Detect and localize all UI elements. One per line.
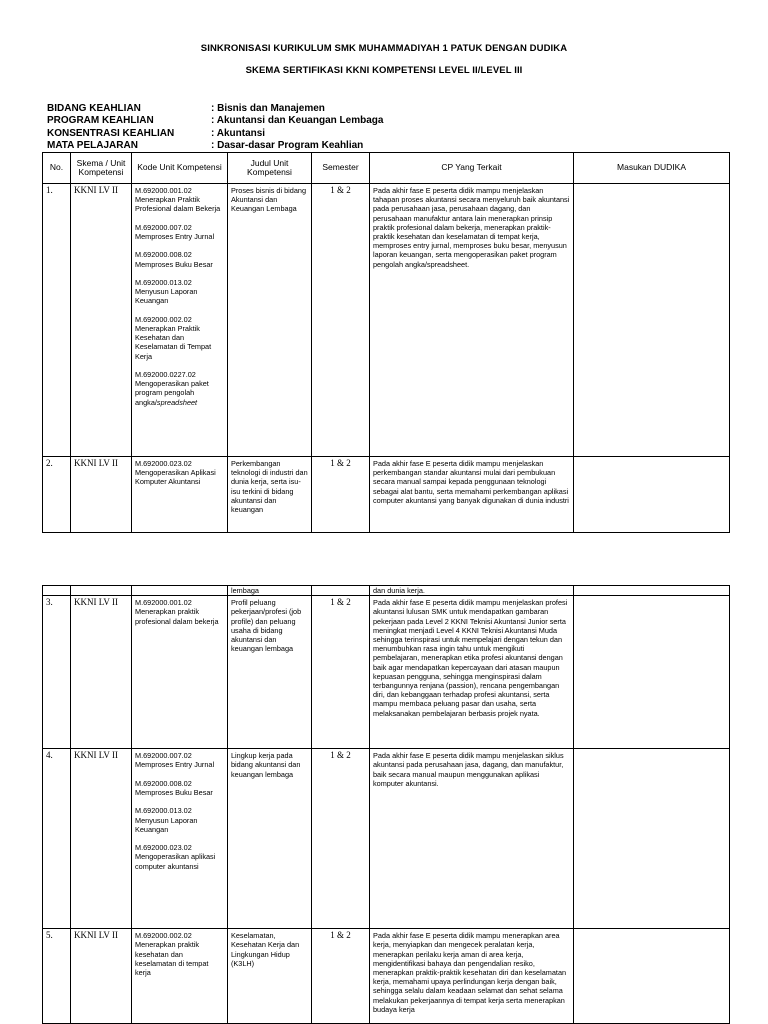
row-cp: Pada akhir fase E peserta didik mampu menjelaskan tahapan proses akuntansi secara menyeluruh baik akuntansi pada perusahaan jasa, perusahaan dagang, dan perusahaan manufaktur antara lain menerapkan prinsip praktik profesional dalam bekerja, menerapkan praktik-praktik kesehatan dan keselamatan di tempat kerja, memproses entry jurnal, memproses buku besar, menyusun laporan keuangan, serta mengoperasikan paket program pengolah angka/spreadsheet. bbox=[373, 186, 570, 269]
row-kode-list bbox=[132, 457, 227, 487]
kode-name-text: Menerapkan praktik kesehatan dan keselamatan di tempat kerja bbox=[135, 940, 209, 978]
row-semester: 1 & 2 bbox=[330, 185, 351, 195]
row-semester: 1 & 2 bbox=[330, 458, 351, 468]
kode-code: M.692000.0227.02 bbox=[135, 369, 196, 379]
kode-item bbox=[135, 459, 224, 487]
competency-table-page2 bbox=[42, 585, 730, 1024]
meta-block bbox=[47, 103, 383, 152]
row-masukan bbox=[574, 929, 729, 931]
kode-name bbox=[135, 940, 224, 977]
kode-name bbox=[135, 852, 224, 870]
header-no: No. bbox=[43, 153, 71, 184]
kode-name-text: Menerapkan praktik profesional dalam bekerja bbox=[135, 607, 219, 626]
row-judul: Profil peluang pekerjaan/profesi (job profile) dan peluang usaha di bidang akuntansi dan keuangan lembaga bbox=[231, 598, 302, 654]
row-cp: Pada akhir fase E peserta didik mampu menjelaskan profesi akuntansi lulusan SMK untuk mendapatkan gambaran pekerjaan pada Level 2 KKNI Teknisi Akuntansi Junior serta meningkat menjadi Level 4 KKNI Teknisi Akuntansi Muda sehingga terinspirasi untuk mempelajari dengan tekun dan menumbuhkan rasa ingin tahu untuk mengikuti pembelajaran, menerapkan etika profesi akuntansi dengan baik agar mendapatkan kepercayaan dari atasan maupun kepuasan pengguna, sehingga menginspirasi dalam terbangunnya renjana (passion), rencana pengembangan diri, dan kebanggaan terhadap profesi akuntansi, serta mampu membaca peluang pasar dan usaha, serta melaksanakan pembelajaran berbasis projek nyata. bbox=[373, 598, 568, 718]
meta-label: KONSENTRASI KEAHLIAN bbox=[47, 127, 175, 139]
kode-name bbox=[135, 607, 224, 625]
row-number: 2. bbox=[46, 458, 53, 468]
header-cp: CP Yang Terkait bbox=[370, 153, 574, 184]
kode-name bbox=[135, 260, 224, 269]
meta-value: : Akuntansi dan Keuangan Lembaga bbox=[211, 115, 384, 127]
document-subtitle: SKEMA SERTIFIKASI KKNI KOMPETENSI LEVEL II/LEVEL III bbox=[245, 65, 523, 76]
kode-code: M.692000.002.02 bbox=[135, 314, 192, 324]
kode-code: M.692000.007.02 bbox=[135, 751, 192, 761]
kode-code: M.692000.023.02 bbox=[135, 843, 192, 853]
continuation-judul: lembaga bbox=[231, 586, 259, 595]
document-title: SINKRONISASI KURIKULUM SMK MUHAMMADIYAH 1 PATUK DENGAN DUDIKA bbox=[200, 43, 568, 54]
meta-row-konsentrasi bbox=[47, 128, 383, 140]
row-masukan bbox=[574, 184, 729, 186]
table-row bbox=[43, 929, 730, 1024]
row-kode-list bbox=[132, 929, 227, 977]
kode-item bbox=[135, 370, 224, 407]
meta-value: : Bisnis dan Manajemen bbox=[211, 103, 325, 114]
header-judul: Judul Unit Kompetensi bbox=[228, 153, 312, 184]
row-cp: Pada akhir fase E peserta didik mampu menjelaskan perkembangan standar akuntansi mulai dari pembukuan secara manual sampai kepada penggunaan teknologi sebagai alat bantu, serta memahami perkembangan aplikasi computer akuntansi yang banyak digunakan di dunia industri bbox=[373, 459, 569, 505]
kode-name bbox=[135, 379, 224, 407]
row-semester: 1 & 2 bbox=[330, 930, 351, 941]
kode-name bbox=[135, 468, 224, 486]
row-number: 1. bbox=[46, 185, 53, 195]
kode-code: M.692000.001.02 bbox=[135, 598, 192, 608]
kode-code: M.692000.008.02 bbox=[135, 250, 192, 260]
kode-item bbox=[135, 598, 224, 626]
meta-label: PROGRAM KEAHLIAN bbox=[47, 115, 154, 127]
kode-name-text: Memproses Buku Besar bbox=[135, 788, 213, 797]
kode-code: M.692000.013.02 bbox=[135, 277, 192, 287]
meta-row-program bbox=[47, 115, 383, 127]
kode-name-text: Mengoperasikan aplikasi computer akuntansi bbox=[135, 852, 216, 871]
row-number: 5. bbox=[46, 930, 53, 941]
table-row bbox=[43, 596, 730, 749]
kode-name-text: Menyusun Laporan Keuangan bbox=[135, 287, 198, 306]
meta-value: : Dasar-dasar Program Keahlian bbox=[211, 139, 364, 151]
row-kode-list bbox=[132, 184, 227, 407]
row-skema: KKNI LV II bbox=[74, 597, 118, 608]
kode-code: M.692000.013.02 bbox=[135, 806, 192, 816]
kode-code: M.692000.002.02 bbox=[135, 931, 192, 941]
row-judul: Keselamatan, Kesehatan Kerja dan Lingkungan Hidup (K3LH) bbox=[231, 931, 300, 968]
kode-name-text: Memproses Entry Jurnal bbox=[135, 232, 215, 241]
row-judul: Perkembangan teknologi di industri dan dunia kerja, serta isu-isu terkini di bidang akuntansi dan keuangan bbox=[231, 459, 308, 515]
table-header-row bbox=[43, 153, 730, 184]
header-skema: Skema / Unit Kompetensi bbox=[71, 153, 132, 184]
kode-name bbox=[135, 816, 224, 834]
row-number: 3. bbox=[46, 597, 53, 608]
kode-name-text: Mengoperasikan Aplikasi Komputer Akuntansi bbox=[135, 468, 216, 487]
meta-value: : Akuntansi bbox=[211, 127, 266, 139]
continuation-cp: dan dunia kerja. bbox=[373, 586, 425, 595]
kode-item bbox=[135, 315, 224, 361]
table-row bbox=[43, 749, 730, 929]
kode-name-italic: spreadsheet bbox=[156, 397, 198, 407]
meta-label: MATA PELAJARAN bbox=[47, 139, 138, 151]
kode-item bbox=[135, 843, 224, 871]
kode-name bbox=[135, 324, 224, 361]
meta-label: BIDANG KEAHLIAN bbox=[47, 103, 141, 114]
meta-row-mapel bbox=[47, 140, 383, 152]
kode-code: M.692000.001.02 bbox=[135, 186, 192, 195]
header-masukan: Masukan DUDIKA bbox=[574, 153, 730, 184]
row-skema: KKNI LV II bbox=[74, 750, 118, 761]
row-semester: 1 & 2 bbox=[330, 750, 351, 761]
continuation-row bbox=[43, 586, 730, 596]
kode-item bbox=[135, 751, 224, 769]
kode-name bbox=[135, 232, 224, 241]
row-semester: 1 & 2 bbox=[330, 597, 351, 608]
meta-row-bidang bbox=[47, 103, 383, 115]
kode-code: M.692000.008.02 bbox=[135, 778, 192, 788]
row-masukan bbox=[574, 457, 729, 459]
row-skema: KKNI LV II bbox=[74, 185, 118, 195]
row-cp: Pada akhir fase E peserta didik mampu menerapkan area kerja, menyiapkan dan mengecek peralatan kerja, menerapkan perilaku kerja aman di area kerja, mengidentifikasi bahaya dan pengendalian resiko, menerapkan praktik-praktik kesehatan diri dan keselamatan kerja, memahami upaya perlindungan kerja dengan baik, sehingga selalu dalam keadaan selamat dan sehat selama melakukan pekerjaannya di tempat kerja serta menerapkan budaya kerja bbox=[373, 931, 567, 1014]
table-row bbox=[43, 184, 730, 457]
row-skema: KKNI LV II bbox=[74, 930, 118, 941]
header-kode: Kode Unit Kompetensi bbox=[132, 153, 228, 184]
kode-item bbox=[135, 186, 224, 214]
kode-name-text: Memproses Buku Besar bbox=[135, 259, 213, 269]
kode-name-text: Menyusun Laporan Keuangan bbox=[135, 815, 198, 834]
row-number: 4. bbox=[46, 750, 53, 761]
kode-item bbox=[135, 806, 224, 834]
kode-name-text: Menerapkan Praktik Profesional dalam Bekerja bbox=[135, 195, 221, 214]
kode-code: M.692000.007.02 bbox=[135, 222, 192, 232]
row-judul: Proses bisnis di bidang Akuntansi dan Keuangan Lembaga bbox=[231, 186, 307, 214]
kode-item bbox=[135, 250, 224, 268]
kode-name bbox=[135, 760, 224, 769]
header-semester: Semester bbox=[312, 153, 370, 184]
kode-name-text: Memproses Entry Jurnal bbox=[135, 760, 215, 770]
kode-name bbox=[135, 788, 224, 797]
row-judul: Lingkup kerja pada bidang akuntansi dan keuangan lembaga bbox=[231, 751, 301, 779]
row-cp: Pada akhir fase E peserta didik mampu menjelaskan siklus akuntansi pada perusahaan jasa, dagang, dan manufaktur, baik secara manual maupun menggunakan aplikasi komputer akuntansi. bbox=[373, 751, 564, 788]
kode-item bbox=[135, 278, 224, 306]
row-skema: KKNI LV II bbox=[74, 458, 118, 468]
kode-item bbox=[135, 779, 224, 797]
kode-item bbox=[135, 931, 224, 977]
row-kode-list bbox=[132, 749, 227, 871]
kode-name bbox=[135, 195, 224, 213]
kode-name bbox=[135, 287, 224, 305]
kode-name-text: Menerapkan Praktik Kesehatan dan Keselamatan di Tempat Kerja bbox=[135, 323, 212, 361]
table-row bbox=[43, 457, 730, 533]
row-kode-list bbox=[132, 596, 227, 626]
kode-name-text: Mengoperasikan paket program pengolah angka/ bbox=[135, 379, 209, 407]
kode-item bbox=[135, 223, 224, 241]
row-masukan bbox=[574, 596, 729, 598]
row-masukan bbox=[574, 749, 729, 751]
kode-code: M.692000.023.02 bbox=[135, 459, 192, 468]
competency-table-page1 bbox=[42, 152, 730, 533]
